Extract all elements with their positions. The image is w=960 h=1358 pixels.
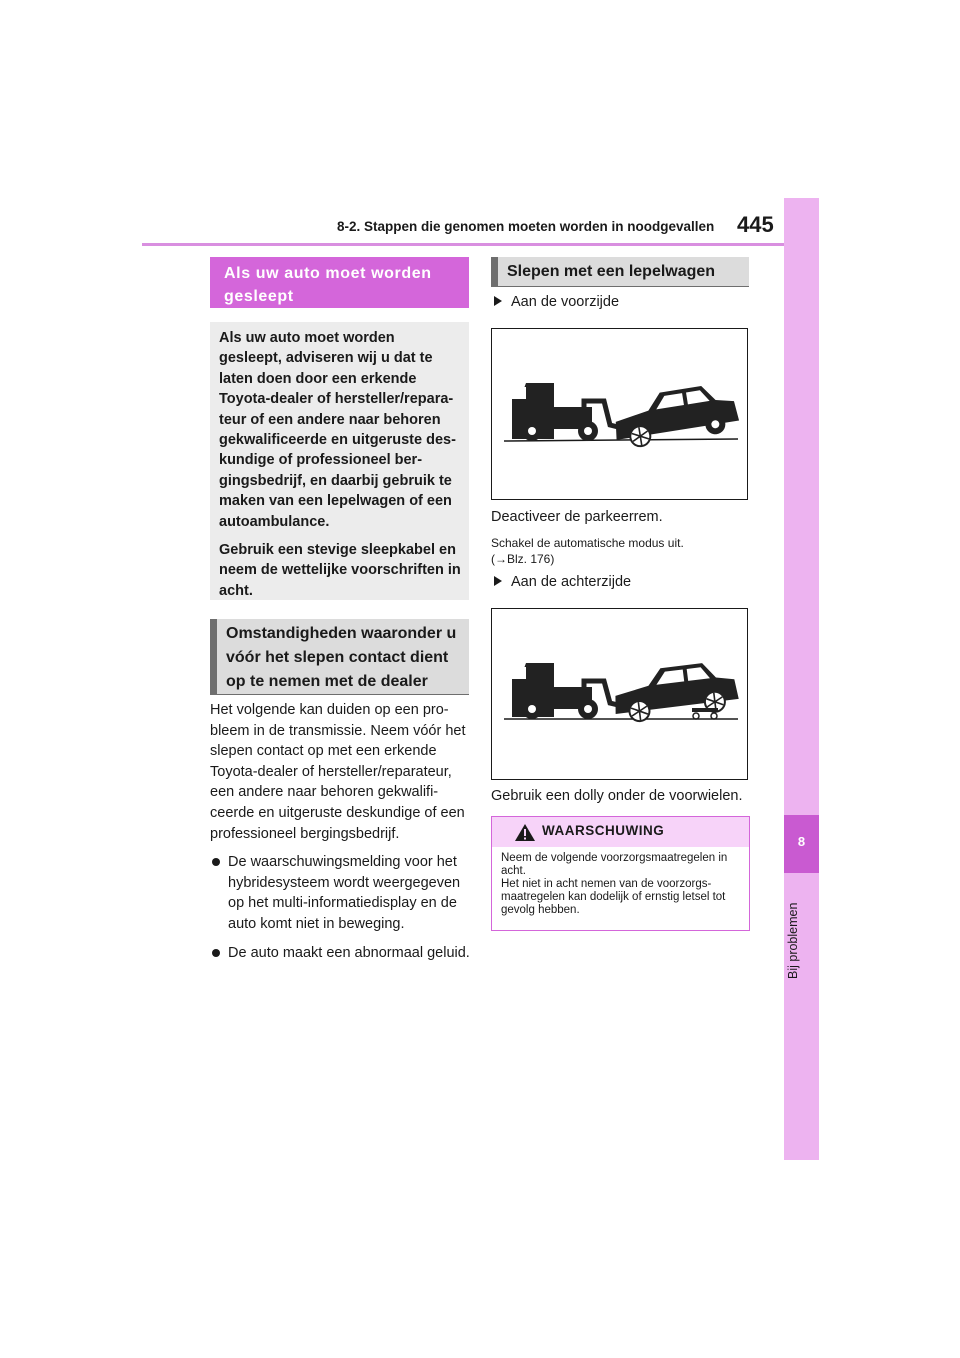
front-label-text: Aan de voorzijde xyxy=(511,294,620,310)
arrow-right-icon xyxy=(494,576,502,586)
warning-triangle-icon xyxy=(514,823,536,842)
front-instruction: Deactiveer de parkeerrem. xyxy=(491,509,663,525)
intro-paragraph-1: Als uw auto moet worden gesleept, adviseren wij u dat te laten doen door een erkende Toyota-dealer of hersteller/repara- teur of een andere naar behoren gekwalificeerde en uitgeruste des- kundige of professioneel ber- gingsbedrijf, en daarbij gebruik te maken van een lepelwagen of een autoambulance. xyxy=(219,330,456,530)
front-note-line-1: Schakel de automatische modus uit. xyxy=(491,536,684,550)
rear-label-text: Aan de achterzijde xyxy=(511,574,632,590)
rear-instruction: Gebruik een dolly onder de voorwielen. xyxy=(491,788,743,804)
front-note xyxy=(491,535,751,567)
chapter-number: 8 xyxy=(797,834,806,849)
bullet-icon xyxy=(212,949,220,957)
front-note-page-ref: (→Blz. 176) xyxy=(491,552,555,566)
tow-truck-rear-icon xyxy=(492,609,747,781)
list-item-text: De auto maakt een abnormaal geluid. xyxy=(228,944,470,961)
header-rule xyxy=(142,243,784,246)
warning-body xyxy=(492,847,749,917)
page-number: 445 xyxy=(737,212,774,237)
intro-box xyxy=(210,322,469,600)
dealer-paragraph: Het volgende kan duiden op een pro- bleem in de transmissie. Neem vóór het slepen contact op met een erkende Toyota-dealer of hersteller/reparateur, een andere naar behoren gekwalifi- ceerde en uitgeruste deskundige of een professioneel bergingsbedrijf. xyxy=(210,702,466,842)
warning-header xyxy=(492,817,749,847)
wheel-lift-heading: Slepen met een lepelwagen xyxy=(491,257,749,287)
arrow-right-icon xyxy=(494,296,502,306)
warning-title: WAARSCHUWING xyxy=(542,823,665,838)
front-label xyxy=(494,294,752,310)
list-item xyxy=(210,852,472,934)
intro-paragraph-2: Gebruik een stevige sleepkabel en neem de wettelijke voorschriften in acht. xyxy=(219,542,461,599)
rear-tow-illustration xyxy=(491,608,748,780)
warning-box xyxy=(491,816,750,931)
chapter-tab-strip xyxy=(784,198,819,1160)
list-item-text: De waarschuwingsmelding voor het hybridesysteem wordt weergegeven op het multi-informatiedisplay en de auto komt niet in beweging. xyxy=(228,854,461,932)
dealer-body xyxy=(210,700,472,971)
front-tow-illustration xyxy=(491,328,748,500)
tow-truck-front-icon xyxy=(492,329,747,499)
towing-heading: Als uw auto moet worden gesleept xyxy=(210,257,469,308)
dealer-heading: Omstandigheden waaronder u vóór het slepen contact dient op te nemen met de dealer xyxy=(210,619,469,695)
chapter-label: Bij problemen xyxy=(786,902,800,979)
bullet-icon xyxy=(212,858,220,866)
section-title: 8-2. Stappen die genomen moeten worden in noodgevallen xyxy=(337,219,715,234)
rear-label xyxy=(494,574,752,590)
warning-line-1: Neem de volgende voorzorgsmaatregelen in acht. xyxy=(501,852,728,877)
warning-line-2: Het niet in acht nemen van de voorzorgs- maatregelen kan dodelijk of ernstig letsel tot gevolg hebben. xyxy=(501,878,726,916)
list-item xyxy=(210,943,472,964)
